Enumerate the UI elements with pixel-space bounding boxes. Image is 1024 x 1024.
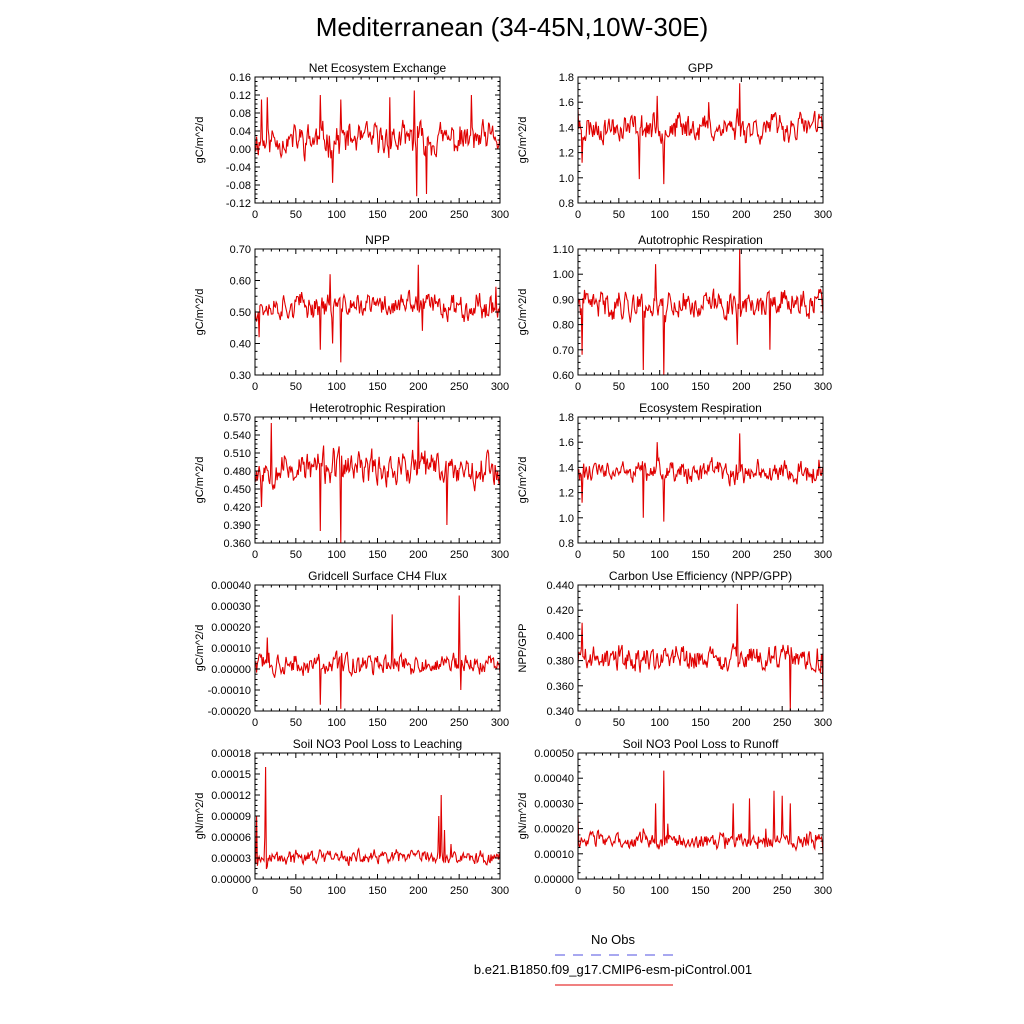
- x-tick-label: 0: [251, 885, 259, 897]
- x-tick-label: 0: [574, 209, 582, 221]
- series-line: [255, 265, 500, 363]
- x-tick-label: 150: [368, 209, 387, 221]
- x-tick-label: 250: [772, 549, 792, 561]
- x-tick-label: 300: [813, 209, 833, 221]
- chart-leach: [194, 737, 509, 897]
- x-tick-label: 0: [251, 381, 259, 393]
- y-tick-label: 0.00010: [534, 848, 574, 861]
- x-tick-label: 300: [813, 717, 833, 729]
- y-tick-label: 0.00015: [211, 769, 251, 781]
- y-tick-label: 0.340: [546, 706, 574, 718]
- y-tick-label: 0.8: [558, 538, 574, 550]
- series-line: [578, 604, 823, 711]
- chart-npp: [194, 233, 509, 393]
- y-tick-label: 0.30: [229, 370, 251, 382]
- x-tick-label: 50: [612, 381, 625, 393]
- y-tick-label: 0.390: [223, 520, 251, 532]
- chart-title: Carbon Use Efficiency (NPP/GPP): [608, 569, 793, 583]
- x-tick-label: 50: [612, 885, 625, 897]
- y-tick-label: 1.00: [552, 269, 574, 282]
- chart-er: [517, 401, 832, 561]
- x-tick-label: 150: [691, 717, 710, 729]
- x-tick-label: 250: [449, 549, 469, 561]
- x-tick-label: 250: [449, 885, 469, 897]
- y-axis-label: gN/m^2/d: [517, 792, 529, 840]
- chart-cue: [517, 569, 832, 729]
- x-tick-label: 100: [327, 717, 346, 729]
- x-tick-label: 250: [772, 381, 792, 393]
- x-tick-label: 200: [732, 885, 751, 897]
- x-tick-label: 0: [251, 209, 259, 221]
- chart-title: Ecosystem Respiration: [639, 401, 762, 415]
- y-tick-label: 1.2: [558, 487, 574, 500]
- plot-frame: [578, 753, 823, 879]
- x-tick-label: 50: [612, 209, 625, 221]
- x-tick-label: 100: [650, 549, 669, 561]
- chart-title: Gridcell Surface CH4 Flux: [308, 569, 447, 583]
- y-tick-label: -0.00010: [207, 685, 251, 697]
- x-tick-label: 150: [691, 381, 710, 393]
- y-tick-label: 0.510: [223, 448, 251, 460]
- y-tick-label: 0.00040: [211, 580, 251, 592]
- series-line: [255, 596, 500, 709]
- y-tick-label: 0.360: [223, 538, 251, 550]
- y-axis-label: gC/m^2/d: [517, 116, 529, 164]
- series-line: [578, 433, 823, 521]
- x-tick-label: 300: [490, 549, 510, 561]
- x-tick-label: 200: [409, 549, 428, 561]
- x-tick-label: 0: [251, 549, 259, 561]
- x-tick-label: 150: [691, 885, 710, 897]
- y-tick-label: 0.00040: [534, 773, 574, 786]
- y-tick-label: 1.6: [558, 437, 574, 450]
- y-tick-label: 0.00030: [211, 601, 251, 613]
- y-axis-label: gC/m^2/d: [517, 288, 529, 336]
- x-tick-label: 300: [490, 717, 510, 729]
- y-tick-label: 0.440: [546, 580, 574, 592]
- x-tick-label: 200: [409, 717, 428, 729]
- y-tick-label: 0.00000: [211, 664, 251, 676]
- y-tick-label: 0.04: [229, 126, 251, 138]
- chart-title: NPP: [365, 233, 390, 247]
- x-tick-label: 150: [691, 209, 710, 221]
- x-tick-label: 200: [732, 209, 751, 221]
- x-tick-label: 250: [449, 209, 469, 221]
- y-tick-label: 0.420: [223, 502, 251, 514]
- x-tick-label: 250: [772, 209, 792, 221]
- series-line: [578, 771, 823, 854]
- y-tick-label: 0.40: [229, 338, 251, 351]
- y-tick-label: 0.60: [552, 370, 574, 382]
- y-tick-label: 0.08: [229, 108, 251, 120]
- x-tick-label: 50: [612, 717, 625, 729]
- x-tick-label: 300: [490, 381, 510, 393]
- plot-frame: [578, 585, 823, 711]
- y-tick-label: 0.480: [223, 466, 251, 478]
- x-tick-label: 100: [327, 209, 346, 221]
- y-tick-label: 0.50: [229, 307, 251, 319]
- x-tick-label: 100: [650, 381, 669, 393]
- y-axis-label: NPP/GPP: [517, 623, 529, 673]
- y-tick-label: 0.70: [229, 244, 251, 256]
- y-tick-label: 0.00000: [534, 874, 574, 886]
- x-tick-label: 200: [732, 381, 751, 393]
- series-line: [255, 420, 500, 543]
- y-tick-label: 0.00009: [211, 811, 251, 823]
- x-tick-label: 0: [574, 717, 582, 729]
- legend-model-label: b.e21.B1850.f09_g17.CMIP6-esm-piControl.001: [473, 962, 753, 977]
- y-tick-label: 0.00006: [211, 832, 251, 844]
- x-tick-label: 100: [327, 381, 346, 393]
- y-tick-label: 0.80: [552, 319, 574, 332]
- y-axis-label: gC/m^2/d: [194, 624, 206, 672]
- series-line: [255, 767, 500, 869]
- y-tick-label: 1.8: [558, 72, 574, 84]
- chart-nee: [194, 61, 509, 221]
- y-tick-label: 1.6: [558, 97, 574, 110]
- x-tick-label: 300: [490, 209, 510, 221]
- y-tick-label: 0.00020: [211, 622, 251, 634]
- chart-runoff: [517, 737, 832, 897]
- plot-frame: [255, 585, 500, 711]
- legend-obs-label: No Obs: [590, 932, 636, 947]
- series-line: [255, 91, 500, 197]
- x-tick-label: 0: [574, 885, 582, 897]
- chart-gpp: [517, 61, 832, 221]
- x-tick-label: 200: [732, 717, 751, 729]
- y-tick-label: 0.60: [229, 275, 251, 288]
- x-tick-label: 300: [813, 381, 833, 393]
- y-tick-label: 0.540: [223, 430, 251, 442]
- x-tick-label: 50: [289, 381, 302, 393]
- chart-title: Heterotrophic Respiration: [309, 401, 446, 415]
- y-tick-label: 1.10: [552, 244, 574, 256]
- chart-hr: [194, 401, 509, 561]
- plot-frame: [578, 417, 823, 543]
- y-tick-label: 1.4: [558, 462, 574, 475]
- x-tick-label: 0: [574, 381, 582, 393]
- x-tick-label: 250: [772, 885, 792, 897]
- x-tick-label: 200: [732, 549, 751, 561]
- x-tick-label: 0: [574, 549, 582, 561]
- y-tick-label: 1.8: [558, 412, 574, 424]
- x-tick-label: 200: [409, 885, 428, 897]
- y-tick-label: 0.8: [558, 198, 574, 210]
- chart-title: Soil NO3 Pool Loss to Runoff: [622, 737, 779, 751]
- x-tick-label: 50: [289, 549, 302, 561]
- chart-title: Autotrophic Respiration: [638, 233, 763, 247]
- y-tick-label: 0.380: [546, 655, 574, 668]
- plot-frame: [578, 77, 823, 203]
- y-tick-label: 0.16: [229, 72, 251, 84]
- y-tick-label: -0.12: [225, 198, 251, 210]
- y-tick-label: 0.00030: [534, 798, 574, 811]
- x-tick-label: 250: [772, 717, 792, 729]
- x-tick-label: 250: [449, 381, 469, 393]
- x-tick-label: 100: [327, 885, 346, 897]
- y-tick-label: 0.00: [229, 144, 251, 156]
- x-tick-label: 50: [289, 717, 302, 729]
- y-tick-label: -0.00020: [207, 706, 251, 718]
- page-title: Mediterranean (34-45N,10W-30E): [315, 12, 709, 42]
- x-tick-label: 50: [289, 885, 302, 897]
- y-axis-label: gC/m^2/d: [517, 456, 529, 504]
- x-tick-label: 150: [368, 717, 387, 729]
- plot-frame: [255, 249, 500, 375]
- x-tick-label: 300: [813, 549, 833, 561]
- x-tick-label: 150: [368, 381, 387, 393]
- chart-title: Net Ecosystem Exchange: [308, 61, 447, 75]
- y-tick-label: 0.00010: [211, 643, 251, 655]
- chart-title: Soil NO3 Pool Loss to Leaching: [292, 737, 463, 751]
- chart-ch4: [194, 569, 509, 729]
- chart-title: GPP: [687, 61, 714, 75]
- y-tick-label: 0.00020: [534, 823, 574, 836]
- y-tick-label: 1.0: [558, 512, 574, 525]
- x-tick-label: 200: [409, 209, 428, 221]
- x-tick-label: 50: [289, 209, 302, 221]
- y-tick-label: 0.00018: [211, 748, 251, 760]
- y-axis-label: gC/m^2/d: [194, 116, 206, 164]
- y-tick-label: -0.08: [225, 180, 251, 192]
- y-tick-label: 1.4: [558, 122, 574, 135]
- x-tick-label: 200: [409, 381, 428, 393]
- x-tick-label: 100: [650, 209, 669, 221]
- x-tick-label: 50: [612, 549, 625, 561]
- y-tick-label: 1.0: [558, 172, 574, 185]
- x-tick-label: 150: [691, 549, 710, 561]
- x-tick-label: 150: [368, 549, 387, 561]
- y-tick-label: -0.04: [225, 162, 251, 174]
- y-tick-label: 0.450: [223, 484, 251, 496]
- x-tick-label: 250: [449, 717, 469, 729]
- y-axis-label: gC/m^2/d: [194, 456, 206, 504]
- y-tick-label: 0.00012: [211, 790, 251, 802]
- y-tick-label: 0.570: [223, 412, 251, 424]
- x-tick-label: 100: [650, 717, 669, 729]
- series-line: [578, 83, 823, 184]
- y-tick-label: 0.400: [546, 630, 574, 643]
- x-tick-label: 0: [251, 717, 259, 729]
- x-tick-label: 100: [650, 885, 669, 897]
- y-tick-label: 0.00000: [211, 874, 251, 886]
- chart-ar: [517, 233, 832, 393]
- x-tick-label: 100: [327, 549, 346, 561]
- x-tick-label: 150: [368, 885, 387, 897]
- y-tick-label: 0.12: [229, 90, 251, 102]
- x-tick-label: 300: [813, 885, 833, 897]
- x-tick-label: 300: [490, 885, 510, 897]
- series-line: [578, 249, 823, 375]
- y-tick-label: 0.360: [546, 680, 574, 693]
- y-tick-label: 0.90: [552, 294, 574, 307]
- y-axis-label: gC/m^2/d: [194, 288, 206, 336]
- y-tick-label: 1.2: [558, 147, 574, 160]
- y-tick-label: 0.70: [552, 344, 574, 357]
- y-tick-label: 0.00003: [211, 853, 251, 865]
- y-axis-label: gN/m^2/d: [194, 792, 206, 840]
- y-tick-label: 0.00050: [534, 748, 574, 760]
- y-tick-label: 0.420: [546, 605, 574, 618]
